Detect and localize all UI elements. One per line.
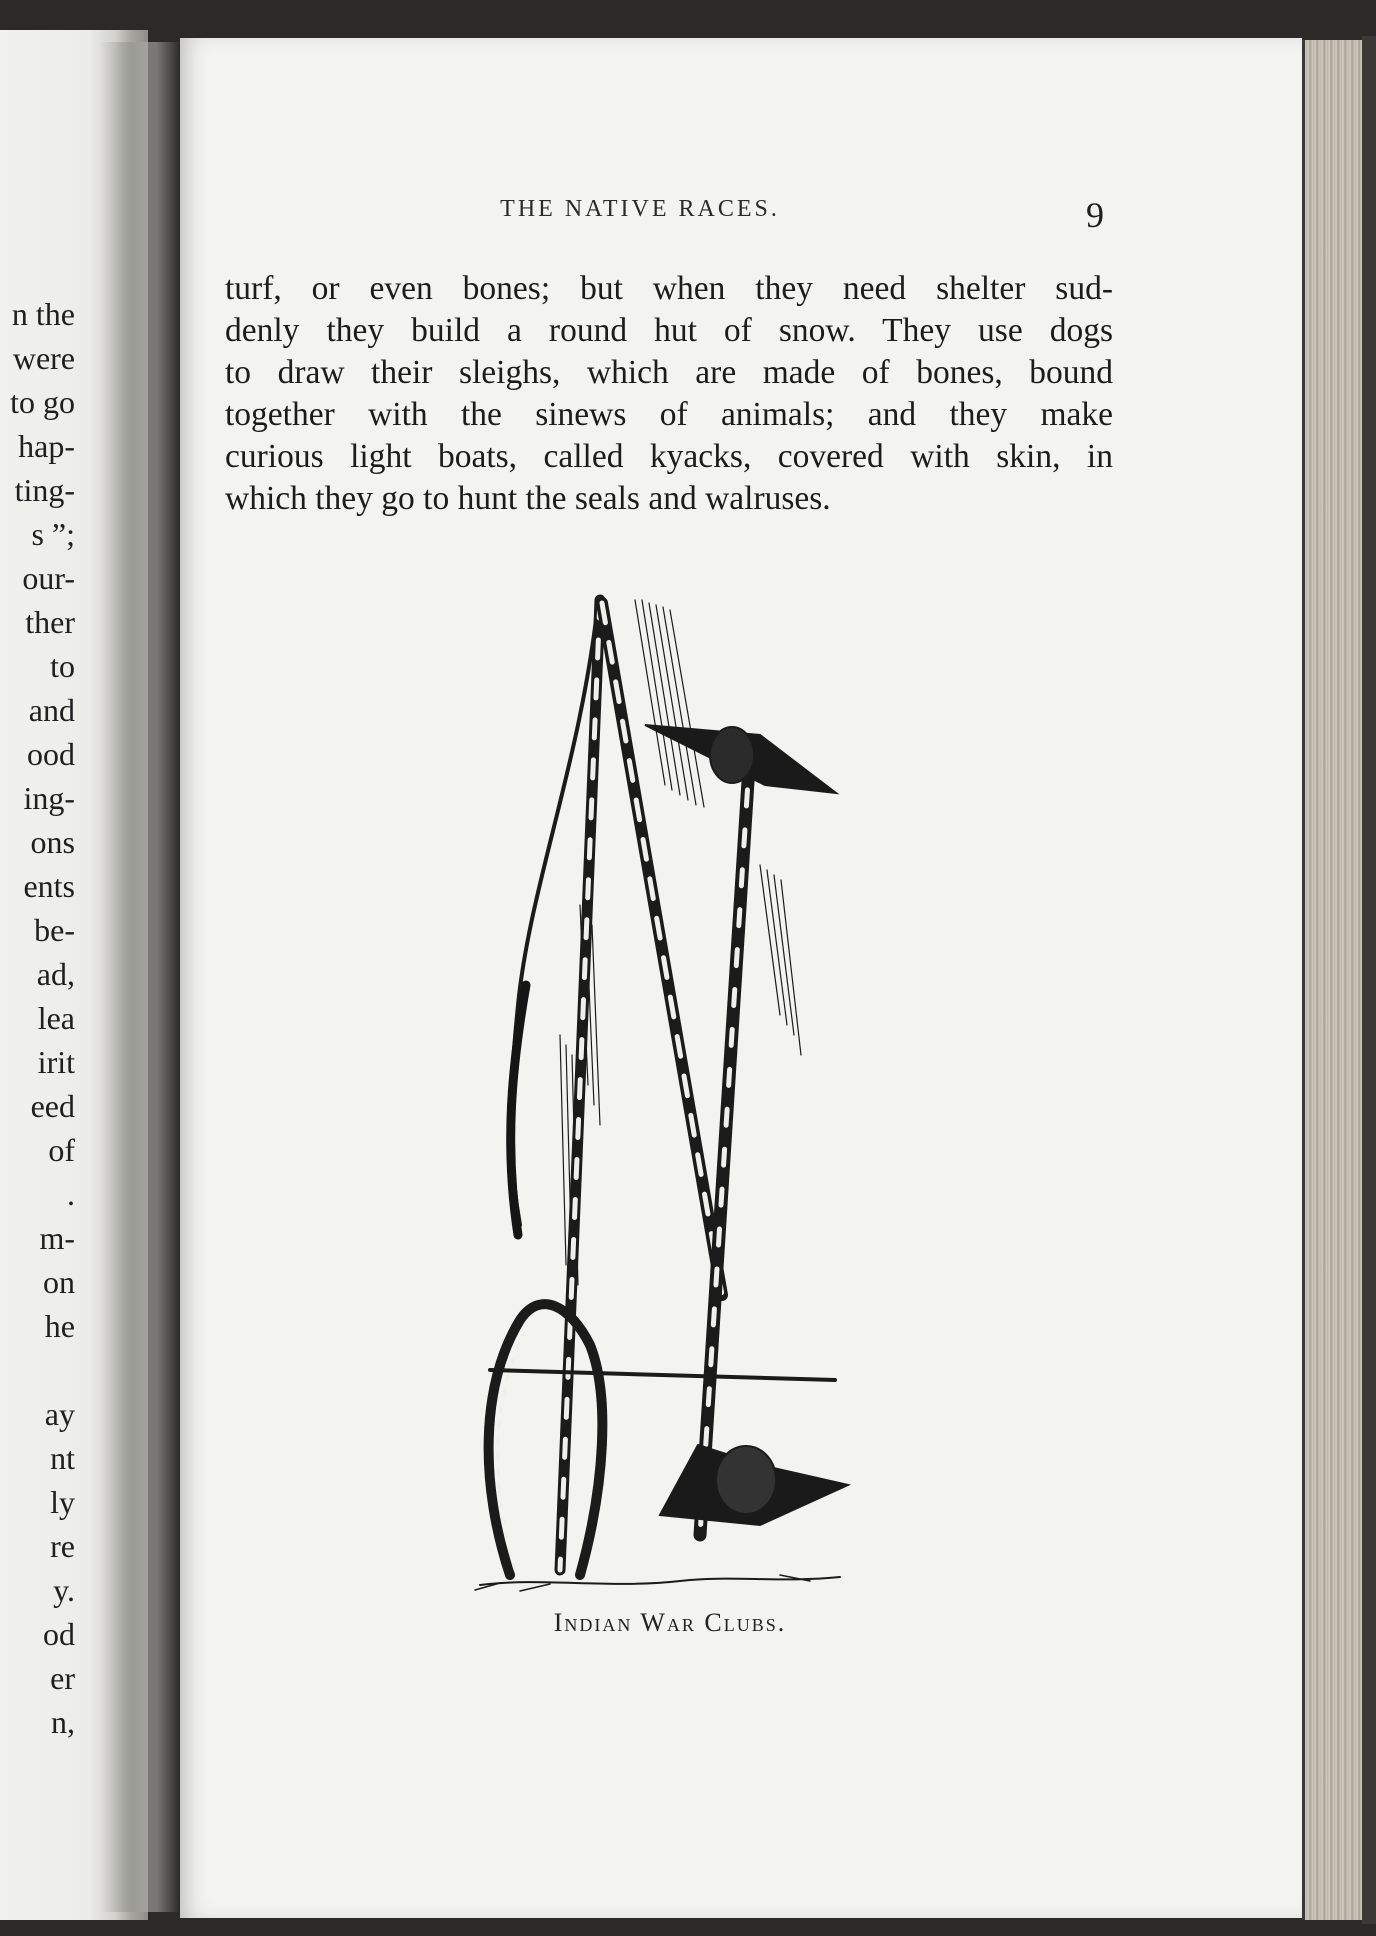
- left-line: od: [43, 1616, 75, 1652]
- left-line: y.: [53, 1572, 75, 1608]
- left-line: ly: [50, 1484, 75, 1520]
- body-line: together with the sinews of animals; and they make: [225, 396, 1113, 433]
- left-line: ood: [27, 736, 75, 772]
- left-line: ents: [23, 868, 75, 904]
- left-line: ther: [25, 604, 75, 640]
- left-line: ad,: [36, 956, 75, 992]
- left-line: he: [44, 1308, 75, 1344]
- left-line: eed: [30, 1088, 75, 1124]
- left-line: s ”;: [31, 516, 75, 552]
- left-line: re: [50, 1528, 75, 1564]
- body-line: which they go to hunt the seals and walruses.: [225, 480, 831, 517]
- left-line: m-: [39, 1220, 75, 1256]
- figure-caption: Indian War Clubs.: [553, 1608, 787, 1637]
- left-line: and: [28, 692, 75, 728]
- left-line: on: [43, 1264, 75, 1300]
- left-line: [0, 1348, 75, 1392]
- left-line: be-: [34, 912, 75, 948]
- gutter-shadow: [100, 42, 180, 1912]
- ground: [480, 1577, 840, 1585]
- left-line: hap-: [18, 428, 75, 464]
- body-paragraph: [225, 268, 1113, 520]
- war-clubs-illustration: [460, 585, 880, 1595]
- body-line: denly they build a round hut of snow. They use dogs: [225, 312, 1113, 349]
- horizontal-rod: [490, 1370, 835, 1380]
- body-line: curious light boats, called kyacks, covered with skin, in: [225, 438, 1113, 475]
- left-line: to go: [10, 384, 75, 420]
- left-line: lea: [37, 1000, 75, 1036]
- left-line: ay: [44, 1396, 75, 1432]
- left-line: were: [12, 340, 75, 376]
- left-line: of: [48, 1132, 75, 1168]
- body-line: to draw their sleighs, which are made of bones, bound: [225, 354, 1113, 391]
- left-line: to: [50, 648, 75, 684]
- left-page-text: [0, 292, 75, 1744]
- cover-edge: [1362, 36, 1376, 1924]
- left-line: ons: [30, 824, 75, 860]
- crossing-club: [602, 603, 722, 1295]
- running-head: THE NATIVE RACES.: [500, 196, 780, 222]
- left-line: er: [50, 1660, 75, 1696]
- left-line: our-: [22, 560, 75, 596]
- page-number: 9: [1086, 195, 1104, 235]
- left-line: nt: [50, 1440, 75, 1476]
- left-line: irit: [37, 1044, 75, 1080]
- left-line: n,: [51, 1704, 75, 1740]
- left-line: ting-: [14, 472, 75, 508]
- left-line: n the: [11, 296, 75, 332]
- left-line: .: [67, 1176, 75, 1212]
- left-line: ing-: [23, 780, 75, 816]
- body-line: turf, or even bones; but when they need shelter sud-: [225, 270, 1113, 307]
